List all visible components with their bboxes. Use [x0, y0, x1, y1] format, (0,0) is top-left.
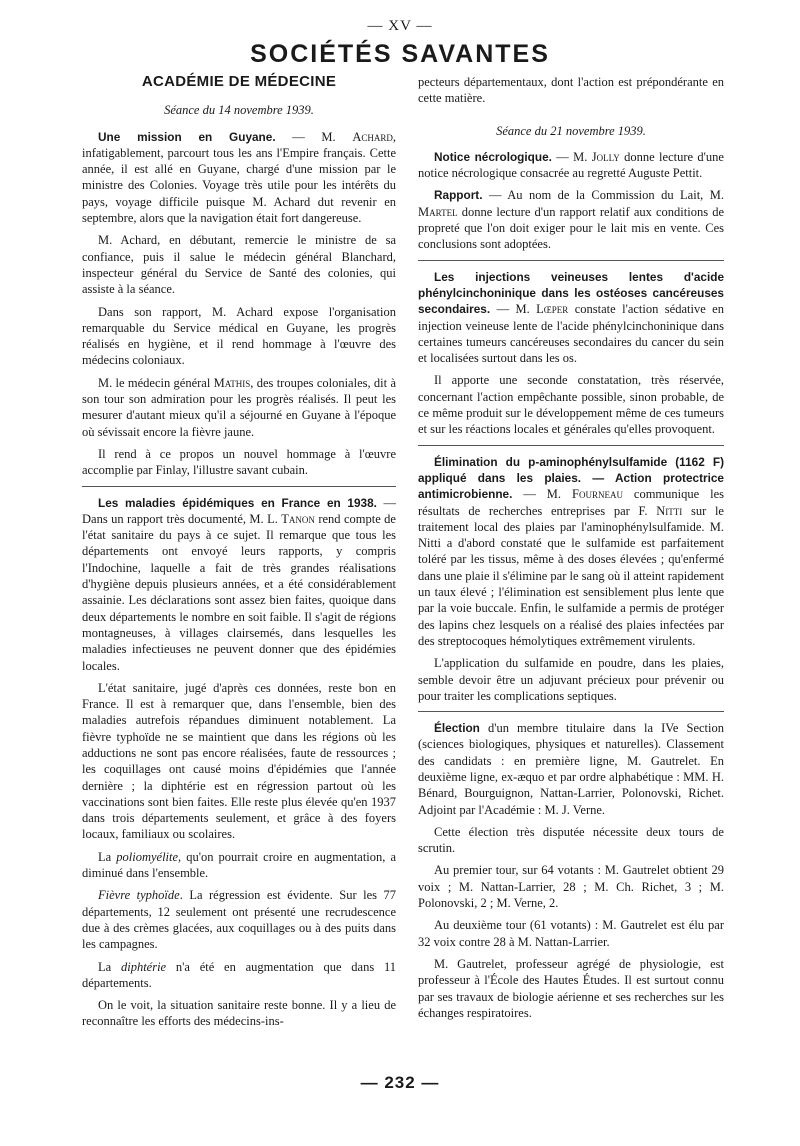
elimination-paragraph-2: L'application du sulfamide en poudre, dans les plaies, semble devoir être un adjuvant précieux pour prévenir ou pour traiter les complications septiques.: [418, 656, 724, 703]
report-paragraph: Rapport. — Au nom de la Commission du Lait, M. Martel donne lecture d'un rapport relatif aux conditions de propreté que l'on doit exiger pour le lait mis en vente. Ces conclusions sont adoptées.: [418, 188, 724, 252]
author-name: Tanon: [281, 511, 315, 526]
epidemics-paragraph-2: L'état sanitaire, jugé d'après ces données, reste bon en France. Il est à remarquer que, dans l'ensemble, bien des maladies autrefois répandues diminuent notablement. La fièvre typhoïde ne se maintient que dans les régions où les adductions ne sont pas encore réalisées, faute de ressources ; les coquillages ont causé moins d'épidémies que l'année dernière ; la diphtérie est en régression partout où les vaccinations sont bien faites. Elle reste plus élevée qu'en 1937 dans trois départements seulement, et grâce à des foyers locaux, familiaux ou scolaires.: [82, 680, 396, 842]
injections-paragraph-2: Il apporte une seconde constatation, très réservée, concernant l'action empêchante possible, sinon probable, de ce même produit sur le développement même de ces tumeurs et sur les réactions locales et générales qu'elles provoquent.: [418, 373, 724, 437]
notice-paragraph: Notice nécrologique. — M. Jolly donne lecture d'une notice nécrologique consacrée au regretté Auguste Pettit.: [418, 149, 724, 181]
mission-paragraph-4: M. le médecin général Mathis, des troupes coloniales, dit à son tour son admiration pour les progrès réalisés. Il peut les mesurer d'autant mieux qu'il a séjourné en Guyane à l'époque où sévissait encore la fièvre jaune.: [82, 375, 396, 439]
section-divider: [82, 486, 396, 487]
epidemics-paragraph: Les maladies épidémiques en France en 1938. — Dans un rapport très documenté, M. L. Tanon rend compte de l'état sanitaire du pays à ce sujet. Il remarque que tous les départements ont envoyé leurs rapports, y compris l'Indochine, laquelle a fait de très grandes réalisations d'hygiène depuis plusieurs années, et a été considérablement assainie. Les déclarations sont assez bien faites, quoique dans deux départements le nombre en soit faible. Il s'agit de régions montagneuses, à villages clairsemés, dans lesquelles les maladies infectieuses ne peuvent donner que des épidémies locales.: [82, 495, 396, 673]
session-date-nov14: Séance du 14 novembre 1939.: [164, 103, 314, 118]
election-paragraph-2: Cette élection très disputée nécessite deux tours de scrutin.: [418, 824, 724, 856]
election-heading: Élection: [434, 721, 480, 736]
section-divider: [418, 445, 724, 446]
author-name: Fourneau: [572, 487, 623, 502]
left-column: [82, 74, 396, 1036]
page-number: — 232 —: [360, 1073, 440, 1092]
injections-paragraph: Les injections veineuses lentes d'acide phénylcinchoninique dans les ostéoses cancéreuses secondaires. — M. Lœper constate l'action sédative en injection veineuse lente de l'acide phénylcinchoninique dans certaines tumeurs cancéreuses secondaires du cancer du sein et localisées surtout dans les os.: [418, 269, 724, 366]
election-paragraph-5: M. Gautrelet, professeur agrégé de physiologie, est professeur à l'École des Hautes Études. Il est surtout connu par ses travaux de biologie aérienne et ses recherches sur les échanges respiratoires.: [418, 956, 724, 1020]
elimination-heading: Élimination du p-aminophénylsulfamide (1162 F) appliqué dans les plaies. — Action protectrice antimicrobienne.: [418, 454, 724, 502]
session-date-nov21: Séance du 21 novembre 1939.: [496, 123, 646, 138]
section-divider: [418, 260, 724, 261]
academy-heading: ACADÉMIE DE MÉDECINE: [141, 73, 337, 90]
mission-paragraph-3: Dans son rapport, M. Achard expose l'organisation remarquable du Service médical en Guyane, les progrès réalisés en hygiène, et il rend hommage à l'œuvre des médecins coloniaux.: [82, 304, 396, 368]
author-name: Lœper: [536, 302, 569, 317]
elimination-paragraph: Élimination du p-aminophénylsulfamide (1162 F) appliqué dans les plaies. — Action protectrice antimicrobienne. — M. Fourneau communique les résultats de recherches entreprises par F. Nitti sur le traitement local des plaies par l'aminophénylsulfamide. M. Nitti a d'abord constaté que le sulfamide est parfaitement toléré par les tissus, même à des doses élevées ; qu'enfermé dans une plaie il s'élimine par le sang où il atteint rapidement un taux élevé ; l'élimination est sensiblement plus lente que par la voie buccale. Enfin, le sulfamide a permis de protéger des lapins chez lesquels on a réalisé des plaies infectées par des streptocoques hémolytiques extrêmement virulents.: [418, 454, 724, 648]
typhoid-paragraph: Fièvre typhoïde. La régression est évidente. Sur les 77 départements, 12 seulement ont présenté une recrudescence due à des crèmes glacées, aux coquillages ou à des puits dans les campagnes.: [82, 888, 396, 952]
report-heading: Rapport.: [434, 188, 483, 203]
mission-paragraph-5: Il rend à ce propos un nouvel hommage à l'œuvre accomplie par Finlay, l'illustre savant cubain.: [82, 446, 396, 478]
author-name: Jolly: [591, 149, 620, 164]
continuation-text: pecteurs départementaux, dont l'action est prépondérante en cette matière.: [418, 75, 724, 106]
section-title: SOCIÉTÉS SAVANTES: [250, 40, 550, 68]
notice-heading: Notice nécrologique.: [434, 149, 552, 164]
roman-folio: — XV —: [367, 18, 433, 34]
polio-paragraph: La poliomyélite, qu'on pourrait croire en augmentation, a diminué dans l'ensemble.: [82, 849, 396, 881]
election-paragraph-4: Au deuxième tour (61 votants) : M. Gautrelet est élu par 32 voix contre 28 à M. Nattan-Larrier.: [418, 918, 724, 949]
election-paragraph-3: Au premier tour, sur 64 votants : M. Gautrelet obtient 29 voix ; M. Nattan-Larrier, 28 ; M. Ch. Richet, 3 ; M. Polonovski, 2 ; M. Verne, 2.: [418, 863, 724, 911]
mission-paragraph: Une mission en Guyane. — M. Achard, infatigablement, parcourt tous les ans l'Empire français. Cette année, il est allé en Guyane, chargé d'une mission par le ministre des Colonies. Voyage très utile pour les intérêts du pays, voyage difficile puisque M. Achard dut revenir en septembre, alors que la navigation était fort dangereuse.: [82, 129, 396, 226]
mission-paragraph-2: M. Achard, en débutant, remercie le ministre de sa confiance, puis il salue le médecin général Blanchard, inspecteur général du Service de Santé des colonies, qui assiste à la séance.: [82, 233, 396, 297]
author-name: Nitti: [656, 503, 683, 518]
diphtheria-paragraph: La diphtérie n'a été en augmentation que dans 11 départements.: [82, 959, 397, 990]
section-divider: [418, 711, 724, 712]
mission-heading: Une mission en Guyane.: [98, 129, 276, 144]
election-paragraph: Élection d'un membre titulaire dans la IVe Section (sciences biologiques, physiques et naturelles). Classement des candidats : en première ligne, M. Gautrelet. En deuxième ligne, ex-æquo et par ordre alphabétique : MM. H. Bénard, Bourguignon, Nattan-Larrier, Polonovski, Richet. Adjoint par l'Académie : M. J. Verne.: [418, 721, 724, 817]
author-name: Mathis: [213, 375, 251, 390]
injections-heading: Les injections veineuses lentes d'acide phénylcinchoninique dans les ostéoses cancéreuses secondaires.: [418, 269, 724, 317]
author-name: Martel: [418, 204, 458, 219]
epidemics-heading: Les maladies épidémiques en France en 1938.: [98, 495, 377, 510]
author-name: Achard: [352, 129, 393, 144]
conclusion-paragraph: On le voit, la situation sanitaire reste bonne. Il y a lieu de reconnaître les efforts des médecins-ins-: [82, 998, 396, 1029]
right-column: [418, 74, 724, 1027]
